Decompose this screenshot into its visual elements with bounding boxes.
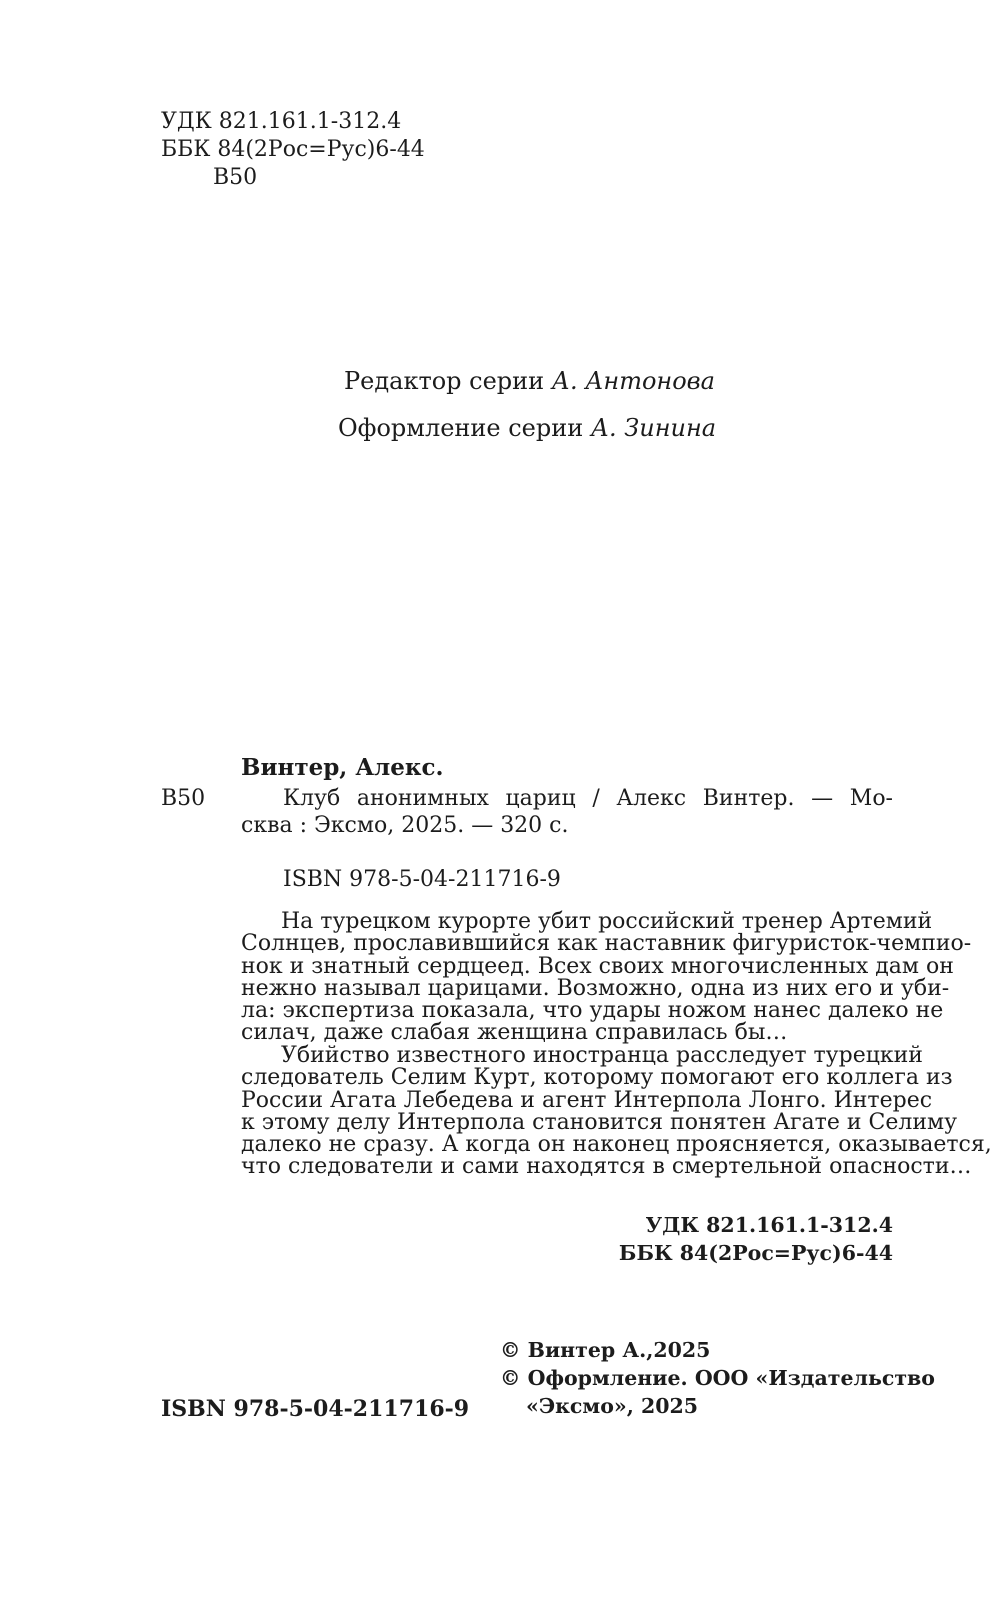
bib-author-mark: В50 <box>161 786 206 811</box>
annotation-line: следователь Селим Курт, которому помогают его коллега из <box>241 1065 953 1091</box>
series-editor-name: А. Антонова <box>551 367 715 395</box>
annotation-line: Убийство известного иностранца расследует турецкий <box>281 1043 923 1068</box>
author-mark: В50 <box>213 165 258 190</box>
classification-udk: УДК 821.161.1-312.4 <box>645 1213 893 1237</box>
series-design-label: Оформление серии <box>338 414 584 442</box>
annotation-line: далеко не сразу. А когда он наконец проясняется, оказывается, <box>241 1132 992 1158</box>
annotation-line: России Агата Лебедева и агент Интерпола Лонго. Интерес <box>241 1087 933 1113</box>
series-design-name: А. Зинина <box>590 414 717 442</box>
annotation-line: нежно называл царицами. Возможно, одна из них его и уби- <box>241 975 950 1001</box>
series-design-line <box>338 413 716 443</box>
annotation-line: Солнцев, прославившийся как наставник фигуристок-чемпио- <box>241 931 972 957</box>
copyright-author: © Винтер А.,2025 <box>500 1338 711 1362</box>
annotation-line: нок и знатный сердцеед. Всех своих многочисленных дам он <box>241 953 954 979</box>
book-title-line2: сква : Эксмо, 2025. — 320 с. <box>241 813 569 838</box>
annotation-paragraph-2 <box>241 1043 992 1180</box>
bbk-code: ББК 84(2Рос=Рус)6-44 <box>161 137 425 162</box>
isbn-record: ISBN 978-5-04-211716-9 <box>283 867 561 892</box>
copyright-design-line1: © Оформление. ООО «Издательство <box>500 1366 935 1390</box>
annotation-line: силач, даже слабая женщина справилась бы… <box>241 1020 788 1046</box>
series-editor-line <box>344 366 715 396</box>
annotation-line: ла: экспертиза показала, что удары ножом нанес далеко не <box>241 998 944 1024</box>
annotation-line: На турецком курорте убит российский тренер Артемий <box>281 909 933 934</box>
book-title-line1: Клуб анонимных цариц / Алекс Винтер. — Мо- <box>283 786 893 811</box>
annotation-line: что следователи и сами находятся в смертельной опасности… <box>241 1154 972 1180</box>
udk-code: УДК 821.161.1-312.4 <box>161 109 402 134</box>
copyright-design-line2: «Эксмо», 2025 <box>526 1394 699 1418</box>
annotation-paragraph-1 <box>241 909 972 1046</box>
series-editor-label: Редактор серии <box>344 367 545 395</box>
author-heading: Винтер, Алекс. <box>241 754 444 781</box>
classification-bbk: ББК 84(2Рос=Рус)6-44 <box>618 1241 893 1265</box>
isbn-footer: ISBN 978-5-04-211716-9 <box>161 1396 470 1422</box>
annotation-line: к этому делу Интерпола становится понятен Агате и Селиму <box>241 1109 958 1135</box>
